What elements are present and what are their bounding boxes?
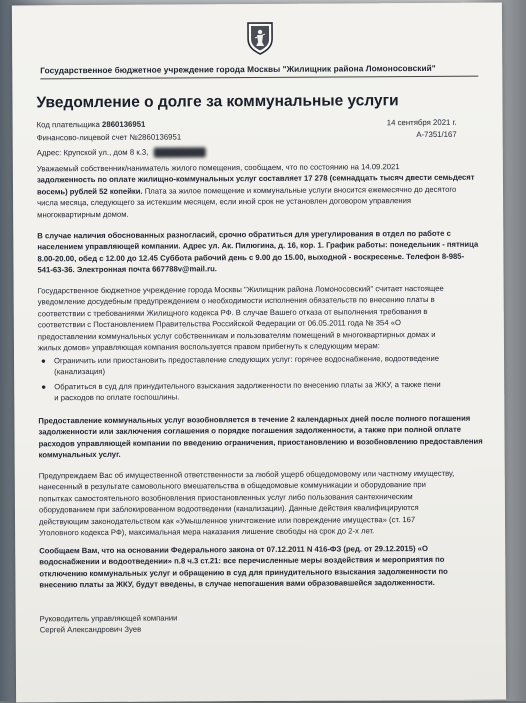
warning-line: предоставлении коммунальных услуг собственникам и пользователям помещений в многоквартирных домах и (37, 329, 436, 341)
address-row (37, 148, 149, 158)
liability-line: попытках самостоятельного возобновления приостановленных услуг либо пользования сантехническим (38, 491, 413, 504)
legal-line: отключению коммунальных услуг и обращению в суд для принудительного взыскания задолженности по (39, 566, 448, 579)
restoration-paragraph (38, 413, 483, 461)
contact-line: населением управляющей компании. Адрес ул. Ак. Пилюгина, д. 16, кор. 1. График работы: понедельник - пятница (37, 240, 479, 252)
address-label: Адрес: (36, 148, 62, 158)
contact-line: В случае наличия обоснованных разногласий, срочно обратиться для урегулирования в отдел по работе с (37, 228, 451, 241)
bullet-icon: ● (41, 382, 47, 392)
legal-basis-paragraph (39, 543, 484, 591)
organization-name: Государственное бюджетное учреждение города Москвы "Жилищник района Ломоносовский" (40, 62, 436, 76)
liability-line: действующим законодательством как «Умышленное уничтожение или повреждение имущества» (ст. 167 (39, 514, 416, 526)
warning-line: соответствии с Постановлением Правительства Российской Федерации от 06.05.2011 года № 354 «О (37, 318, 402, 330)
signer-position: Руководитель управляющей компании (39, 613, 178, 624)
debt-amount-line: восемь) рублей 52 копейки. (36, 186, 143, 197)
redacted-area (154, 147, 206, 157)
measure-line: Ограничить или приостановить предоставление следующих услуг: горячее водоснабжение, водоотведение (54, 353, 440, 366)
signature-block (40, 613, 178, 637)
liability-line: Предупреждаем Вас об имущественной ответственности за любой ущерб общедомовому или частному имуществу, (38, 468, 455, 481)
restoration-line: задолженности или заключения соглашения о порядке погашения задолженности, а также при полной оплате (38, 425, 462, 437)
debt-paragraph (37, 161, 482, 221)
contact-line: 8.00-20.00, обед с 12.00 до 12.45 Суббота рабочий день с 9.00 до 15.00, выходной - воскресенье. Телефон 8-985- (37, 251, 465, 264)
notice-sheet (12, 3, 506, 703)
moscow-coat-of-arms-icon (245, 21, 275, 55)
notice-title: Уведомление о долге за коммунальные услуги (36, 92, 399, 112)
legal-line: Сообщаем Вам, что на основании Федерального закона от 07.12.2011 N 416-ФЗ (ред. от 29.12.2015) «О (39, 543, 428, 556)
contact-line: 541-63-36. Электронная почта 667788v@mail.ru. (37, 264, 217, 275)
liability-line: оборудованием при заблокированном водоотведении (канализации). Данные действия квалифицируются (38, 503, 419, 515)
legal-line: водоснабжении и водоотведении» п.8 ч.3 ст.21: все перечисленные меры воздействия и мероприятия по (39, 555, 445, 567)
debt-line: задолженность по оплате жилищно-коммунальных услуг составляет 17 278 (семнадцать тысяч двести семьдесят (36, 173, 475, 185)
debt-line: Плата за жилое помещение и коммунальные услуги вносится ежемесячно до десятого (142, 184, 457, 196)
debt-line: числа месяца, следующего за истекшим месяцем, если иной срок не установлен договором управления (37, 196, 412, 208)
liability-paragraph (39, 468, 484, 539)
warning-line: уведомление досудебным предупреждением о необходимости исполнения обязательств по внесению платы в (37, 295, 435, 307)
bullet-icon: ● (41, 356, 46, 366)
restoration-line: расходов управляющей компании по введению ограничения, приостановлению и возобновлению предоставления (38, 436, 483, 449)
signer-name: Сергей Александрович Зуев (39, 625, 142, 635)
restoration-line: Предоставление коммунальных услуг возобновляется в течение 2 календарных дней после полного погашения (38, 413, 471, 426)
address-value: Крупской ул., дом 8 к.3, (63, 147, 149, 158)
legal-line: внесению платы за ЖКУ, будут введены, в случае непогашения вами образовавшейся задолженности. (39, 578, 435, 590)
liability-line: нанесенный в результате самовольного вмешательства в общедомовые коммуникации и оборудование при (38, 480, 426, 492)
warning-paragraph (38, 283, 483, 354)
measure-item (41, 353, 484, 378)
payer-code-label: Код плательщика (36, 119, 100, 130)
measure-line: Обратиться в суд для принудительного взыскания задолженности по внесению платы за ЖКУ, а также пени (54, 379, 441, 392)
restoration-line: коммунальных услуг. (38, 450, 121, 460)
notice-reference: А-7351/167 (416, 129, 457, 140)
contact-paragraph (37, 228, 482, 276)
account-row (37, 132, 182, 142)
account-value: 2860136951 (137, 132, 182, 142)
debt-line: Уважаемый собственник/наниматель жилого помещения, сообщаем, что по состоянию на 14.09.2021 (36, 162, 400, 174)
warning-line: жилых домов» управляющая компания воспользуется правом прибегнуть к следующим мерам: (37, 341, 380, 353)
warning-line: соответствии с требованиями Жилищного кодекса РФ. В случае Вашего отказа от выполнения требования в (37, 306, 428, 319)
notice-date: 14 сентября 2021 г. (386, 117, 457, 128)
header-divider (40, 76, 478, 80)
account-label: Финансово-лицевой счет № (36, 132, 138, 143)
payer-code-value: 2860136951 (101, 119, 146, 129)
measure-line: и расходов по оплате госпошлины. (54, 392, 180, 403)
measure-line: (канализация) (54, 367, 106, 377)
debt-line: многоквартирным домом. (37, 209, 129, 219)
warning-line: Государственное бюджетное учреждение города Москвы "Жилищник района Ломоносовский" считает настоящее (37, 283, 444, 296)
liability-line: Уголовного кодекса РФ), максимальная мера наказания лишение свободы на срок до 2-х лет. (39, 526, 375, 538)
payer-code-row (37, 120, 146, 130)
measure-item (41, 379, 484, 404)
